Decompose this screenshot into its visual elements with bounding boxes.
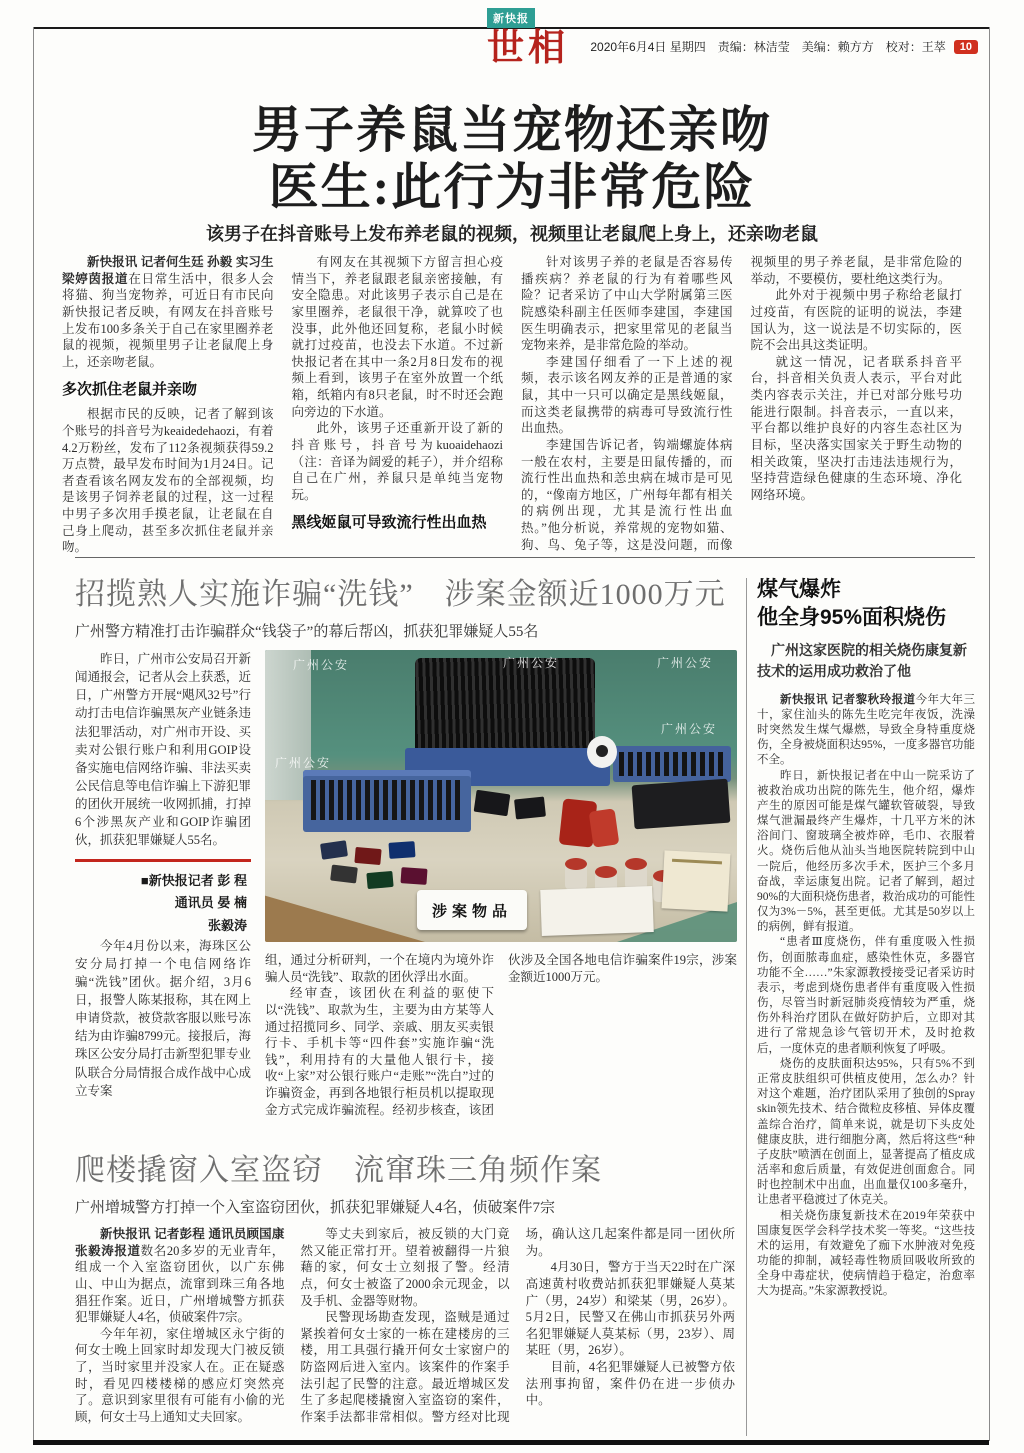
security-camera [587, 736, 617, 768]
certificate [662, 850, 731, 911]
byline-reporter: ■新快报记者 彭 程 [140, 873, 247, 889]
seized-phone [474, 790, 511, 817]
scam-left-column [75, 650, 251, 1148]
burn-headline-line1: 煤气爆炸 [757, 578, 841, 601]
bank-card [330, 864, 358, 883]
article-scam-body [75, 650, 737, 1148]
police-watermark: 广州公安 [503, 656, 560, 670]
column-divider [746, 578, 747, 1436]
article-mouse-body [62, 254, 962, 556]
paragraph: 组，通过分析研判，一个在境内为境外诈骗人员“洗钱”、取款的团伙浮出水面。 [265, 953, 494, 984]
paragraph: 等丈夫到家后，被反锁的大门竟然又能正常打开。望着被翻得一片狼藉的家，何女士立刻报了警。经清点，何女士被盗了2000余元现金，以及手机、金器等财物。 [300, 1227, 510, 1308]
paragraph [75, 1226, 284, 1326]
dateline [590, 38, 978, 55]
paragraph: 今年4月份以来，海珠区公安分局打掉一个电信网络诈骗“洗钱”团伙。据介绍，3月6日，报警人陈某报称，其在网上申请贷款，被贷款客服以账号冻结为由诈骗8799元。接报后，海珠区公安分局打击新型犯罪专业队联合分局情报合成作战中心成立专案 [75, 938, 251, 1098]
lead-in: 新快报讯 记者何生廷 孙毅 实习生梁婷茵报道 [62, 255, 274, 286]
main-headline-line2: 医生:此行为非常危险 [268, 158, 756, 215]
evidence-photo [265, 650, 737, 942]
lead-rest: 在日常生活中，很多人会将猫、狗当宠物养，可近日有市民向新快报记者反映，有网友在抖音账号上发布100多条关于自己在家里圈养老鼠的视频，视频里男子让老鼠爬上身上，还亲吻老鼠。 [62, 271, 274, 369]
paragraph: 4月30日，警方于当天22时在广深高速黄村收费站抓获犯罪嫌疑人莫某广（男，24岁）和梁某（男，26岁）。5月2日，民警又在佛山市抓获另外两名犯罪嫌疑人莫某标（男，23岁）、周某旺（男，26岁）。 [525, 1260, 735, 1358]
paragraph: 针对该男子养的老鼠是否容易传播疾病？养老鼠的行为有着哪些风险？记者采访了中山大学附属第三医院感染科副主任医师李建国，李建国医生明确表示，把家里常见的老鼠当宠物来养，是非常危险的举动。 [521, 255, 733, 353]
main-headline [60, 102, 964, 215]
masthead [487, 8, 569, 70]
bottom-bar [33, 1440, 989, 1445]
paragraph: 李建国仔细看了一下上述的视频，表示该名网友养的正是普通的家鼠，其中一只可以确定是黑线姬鼠，而这类老鼠携带的病毒可导致流行性出血热。 [521, 354, 733, 436]
police-watermark: 广州公安 [293, 658, 350, 672]
section-divider [75, 557, 975, 558]
paragraph: 就这一情况，记者联系抖音平台，抖音相关负责人表示，平台对此类内容表示关注，并已对部分账号功能进行限制。抖音表示，一直以来，平台都以维护良好的内容生态社区为目标，坚决落实国家关于野生动物的相关政策，坚决打击违法违规行为，坚持营造绿色健康的生态环境、净化网络环境。 [750, 354, 962, 502]
paragraph: 昨日，广州市公安局召开新闻通报会，记者从会上获悉，近日，广州警方开展“飓风32号”行动打击电信诈骗黑灰产业链条违法犯罪活动，对广州市开设、买卖对公银行账户和利用GOIP设备实施电信网络诈骗、非法买卖公民信息等电信诈骗上下游犯罪的团伙开展统一收网抓捕，打掉6个涉黑灰产业和GOIP诈骗团伙，抓获犯罪嫌疑人55名。 [75, 652, 251, 848]
blue-evidence-case [613, 746, 731, 782]
lead-rest: 今年大年三十，家住汕头的陈先生吃完年夜饭，洗澡时突然发生煤气爆燃，导致全身特重度烧伤，全身被烧面积达95%，一度多器官功能不全。 [757, 693, 975, 767]
burn-body [757, 693, 975, 1300]
bank-card [354, 847, 381, 865]
paragraph: 今年年初，家住增城区永宁街的何女士晚上回家时却发现大门被反锁了，当时家里并没家人在。正在疑惑时，看见四楼楼梯的感应灯突然亮了。意识到家里很有可能有小偷的光顾，何女士马上通知丈夫回家。 [75, 1326, 285, 1424]
bank-card [400, 867, 427, 885]
seized-laptop [632, 779, 731, 830]
paragraph [757, 693, 975, 769]
scam-deck: 广州警方精准打击诈骗群众“钱袋子”的幕后帮凶，抓获犯罪嫌疑人55名 [75, 624, 539, 640]
blue-evidence-case [303, 770, 471, 832]
byline-rule [75, 859, 251, 862]
paragraph: 烧伤的皮肤面积达95%，只有5%不到正常皮肤组织可供植皮使用，怎么办？针对这个难题，治疗团队采用了独创的Spray skin领先技术、结合微粒皮移植、异体皮覆盖综合治疗，简单来说，就是切下头皮处健康皮肤，进行细胞分离，然后将这些“种子皮肤”喷洒在创面上，显著提高了植皮成活率和愈后质量，有效促进创面愈合。同时也控制术中出血，出血量仅100多毫升，让患者平稳渡过了休克关。 [757, 1057, 975, 1207]
section-title: 世相 [487, 28, 569, 69]
paragraph: 经审查，该团伙在利益的驱使下以“洗钱”、取款为生，主要为由方某等人通过招揽同乡、同学、亲戚、朋友买卖银行卡、手机卡等“四件套”实施诈骗“洗钱”，利用持有的大量他人银行卡，接收“上家”对公银行账户“走账”“洗白”过的诈骗资金，再到各地银行柜员机以提取现金方式完成诈骗流程。经初步核查，该团伙涉及全国各地电信诈骗案件19宗，涉案金额近1000万元。 [265, 953, 737, 1117]
paragraph [62, 254, 274, 370]
paragraph: 根据市民的反映，记者了解到该个账号的抖音号为keaidedehaozi，有着4.2万粉丝，发布了112条视频获得59.2万点赞，最早发布时间为1月24日。记者查看该名网友发布的全部视频，均是该男子饲养老鼠的过程，这一过程中男子多次用手摸老鼠，让老鼠在自己身上爬动，甚至多次抓住老鼠并亲吻。 [62, 407, 274, 555]
police-watermark: 广州公安 [657, 656, 714, 670]
bank-card [388, 841, 415, 859]
paragraph: 此外，该男子还重新开设了新的抖音账号，抖音号为kuoaidehaozi（注：音译为阔爱的耗子），并介绍称自己在广州，养鼠只是单纯当宠物玩。 [291, 421, 503, 502]
seized-phone [514, 796, 546, 819]
crosshead: 黑线姬鼠可导致流行性出血热 [291, 514, 487, 532]
main-headline-line1: 男子养鼠当宠物还亲吻 [252, 102, 772, 158]
police-watermark: 广州公安 [661, 722, 718, 736]
right-page-rule [989, 27, 990, 1441]
scam-right-area [265, 650, 737, 1148]
red-pouch [589, 808, 620, 847]
page-number-badge: 10 [954, 40, 978, 54]
scam-continued-columns [265, 952, 737, 1122]
byline-correspondent2: 张毅涛 [207, 917, 247, 933]
burn-headline-line2: 他全身95%面积烧伤 [757, 606, 947, 630]
left-page-rule [33, 27, 34, 1441]
bank-card [366, 871, 393, 889]
evidence-sign: 涉案物品 [417, 890, 527, 930]
burglary-headline: 爬楼撬窗入室盗窃 流窜珠三角频作案 [75, 1154, 602, 1187]
scam-headline: 招揽熟人实施诈骗“洗钱” 涉案金额近1000万元 [75, 578, 726, 611]
paragraph: 此外对于视频中男子称给老鼠打过疫苗，有医院的证明的说法，李建国认为，这一说法是不切实际的，医院不会出具这类证明。 [750, 288, 962, 353]
lead-rest: 数名20多岁的无业青年，组成一个入室盗窃团伙，以广东佛山、中山为据点，流窜到珠三角各地猖狂作案。近日，广州增城警方抓获犯罪嫌疑人4名，侦破案件7宗。 [75, 1243, 285, 1325]
paragraph: 相关烧伤康复新技术在2019年荣获中国康复医学会科学技术奖一等奖。“这些技术的运用，有效避免了痂下水肿液对免疫功能的抑制，减轻毒性物质回吸收所致的全身中毒症状，使病情趋于稳定，治愈率大为提高。”朱家源教授说。 [757, 1209, 975, 1298]
paragraph: 目前，4名犯罪嫌疑人已被警方依法刑事拘留，案件仍在进一步侦办中。 [525, 1360, 735, 1408]
paragraph: 昨日，新快报记者在中山一院采访了被救治成功出院的陈先生，他介绍，爆炸产生的原因可能是煤气罐软管破裂，导致煤气泄漏最终产生爆炸，十几平方米的沐浴间门、窗玻璃全被炸碎，毛巾、衣服着火。烧伤后他从汕头当地医院转院到中山一院后，他经历多次手术，医护三个多月奋战，幸运康复出院。记者了解到，超过90%的大面积烧伤患者，救治成功的可能性仅为3%－5%，甚至更低。尤其是50岁以上的病例，鲜有报道。 [757, 769, 975, 934]
lead-in: 新快报讯 记者彭程 通讯员顾国康 张毅涛报道 [75, 1227, 285, 1258]
newspaper-logo: 新快报 [487, 8, 535, 28]
photo-floor [265, 884, 425, 942]
evidence-document [540, 886, 654, 936]
paragraph: “患者Ⅲ度烧伤，伴有重度吸入性损伤，创面脓毒血症，感染性休克，多器官功能不全……”朱家源教授接受记者采访时表示，考虑到烧伤患者伴有重度吸入性损伤，尽管当时新冠肺炎疫情较为严重，烧伤外科治疗团队在做好防护后，立即对其进行了常规急诊气管切开术，及时抢救后，一度休克的患者顺利恢复了呼吸。 [757, 936, 975, 1055]
sample-cup [565, 864, 587, 890]
burn-deck: 广州这家医院的相关烧伤康复新技术的运用成功救治了他 [757, 643, 967, 680]
byline-correspondent: 通讯员 晏 楠 [174, 895, 247, 911]
paragraph: 民警现场勘查发现，盗贼是通过紧挨着何女士家的一栋在建楼房的三楼，用工具强行撬开何女士家窗户的防盗网后进入室内。该案件的作案手法引起了民警的注意。最近增城区发生了多起爬楼撬窗入室盗窃的案件，作案手法都非常相似。警方经对比现场，确认这几起案件都是同一团伙所为。 [300, 1227, 735, 1424]
burglary-deck: 广州增城警方打掉一个入室盗窃团伙，抓获犯罪嫌疑人4名，侦破案件7宗 [75, 1200, 556, 1216]
byline [75, 870, 251, 936]
paragraph: 李建国告诉记者，钩端螺旋体病一般在农村，主要是田鼠传播的，而流行性出血热和恙虫病在城市是可见的，“像南方地区，广州每年都有相关的病例出现，尤其是流行性出血热。”他分析说，养常规的宠物如猫、狗、鸟、兔子等，这是没问题，而像视频里的男子养老鼠，是非常危险的举动，不要模仿，要杜绝这类行为。 [521, 255, 962, 552]
police-watermark: 广州公安 [275, 756, 332, 770]
burn-headline [757, 576, 975, 633]
crosshead: 多次抓住老鼠并亲吻 [62, 381, 198, 399]
bank-card [320, 840, 348, 859]
date-editors-text: 2020年6月4日 星期四 责编：林洁莹 美编：赖方方 校对：王萃 [590, 40, 946, 54]
paragraph: 有网友在其视频下方留言担心疫情当下，养老鼠跟老鼠亲密接触，有安全隐患。对此该男子表示自己是在家里圈养，老鼠很干净，就算咬了也没事，此外他还回复称，老鼠小时候就打过疫苗，也没去下水道。不过新快报记者在其中一条2月8日发布的视频上看到，该男子在室外放置一个纸箱，纸箱内有8只老鼠，时不时还会跑向旁边的下水道。 [291, 255, 503, 419]
article-burn [757, 576, 975, 1440]
main-deck: 该男子在抖音账号上发布养老鼠的视频，视频里让老鼠爬上身上，还亲吻老鼠 [206, 224, 818, 244]
lead-in: 新快报讯 记者黎秋玲报道 [780, 693, 916, 706]
article-burglary-body [75, 1226, 735, 1434]
